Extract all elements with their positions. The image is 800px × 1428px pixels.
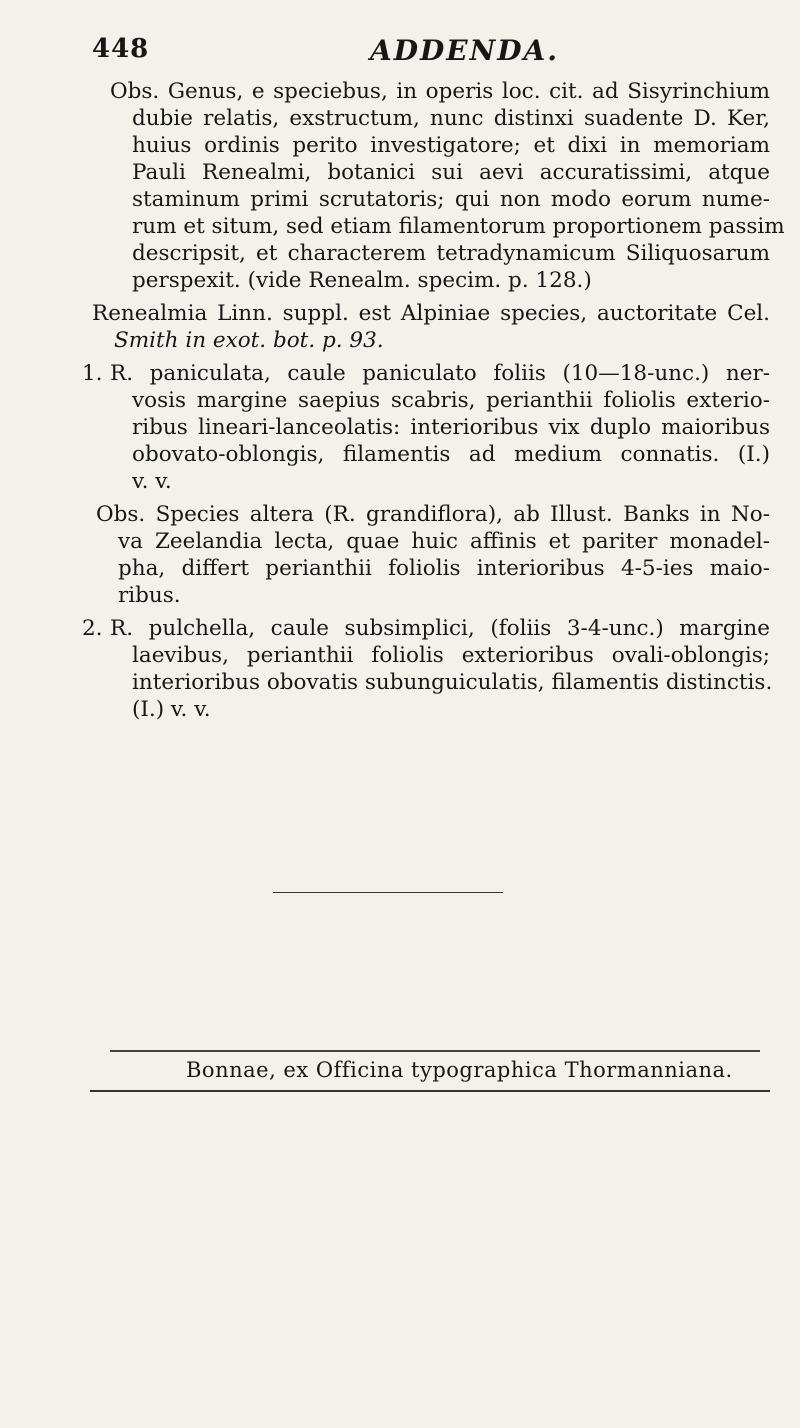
text-line: (I.) v. v.: [132, 697, 211, 722]
imprint-bottom-rule: [90, 1090, 770, 1092]
text-line: interioribus obovatis subunguiculatis, filamentis distinctis.: [132, 670, 773, 695]
text-line: ribus.: [118, 583, 181, 608]
text-line: Smith in exot. bot. p. 93.: [114, 328, 384, 353]
text-line: va Zeelandia lecta, quae huic affinis et pariter monadel-: [118, 529, 770, 554]
paragraph-obs-genus: [110, 78, 785, 294]
text-line: R. pulchella, caule subsimplici, (foliis 3-4-unc.) margine: [110, 616, 770, 641]
text-line: Pauli Renealmi, botanici sui aevi accuratissimi, atque: [132, 160, 770, 185]
text-line: rum et situm, sed etiam filamentorum proportionem passim: [132, 214, 785, 239]
text-line: pha, differt perianthii foliolis interioribus 4-5-ies maio-: [118, 556, 770, 581]
text-line: ribus lineari-lanceolatis: interioribus vix duplo maioribus: [132, 415, 770, 440]
species-entry-2: [82, 615, 773, 723]
text-line: R. paniculata, caule paniculato foliis (10—18-unc.) ner-: [110, 361, 770, 386]
paragraph-obs-species: [96, 501, 770, 609]
imprint-top-rule: [110, 1050, 760, 1052]
paragraph-genus-note: [92, 300, 770, 354]
text-line: perspexit. (vide Renealm. specim. p. 128.): [132, 268, 592, 293]
printer-imprint: Bonnae, ex Officina typographica Thormanniana.: [186, 1058, 733, 1082]
text-line: v. v.: [132, 469, 172, 494]
text-line: Obs. Species altera (R. grandiflora), ab Illust. Banks in No-: [96, 502, 770, 527]
species-entry-1: [82, 360, 770, 495]
species-heading-line: [82, 360, 770, 387]
text-line: huius ordinis perito investigatore; et dixi in memoriam: [132, 133, 770, 158]
species-number: 2.: [82, 616, 103, 641]
page-header: [92, 34, 760, 74]
text-line: Renealmia Linn. suppl. est Alpiniae species, auctoritate Cel.: [92, 301, 770, 326]
running-head: ADDENDA.: [370, 34, 559, 67]
section-rule: [273, 892, 503, 893]
text-line: staminum primi scrutatoris; qui non modo eorum nume-: [132, 187, 770, 212]
text-line: descripsit, et characterem tetradynamicum Siliquosarum: [132, 241, 770, 266]
text-line: obovato-oblongis, filamentis ad medium connatis. (I.): [132, 442, 770, 467]
species-heading-line: [82, 615, 770, 642]
text-line: Obs. Genus, e speciebus, in operis loc. cit. ad Sisyrinchium: [110, 79, 770, 104]
text-line: laevibus, perianthii foliolis exterioribus ovali-oblongis;: [132, 643, 770, 668]
species-number: 1.: [82, 361, 103, 386]
page-number: 448: [92, 34, 150, 64]
text-line: dubie relatis, exstructum, nunc distinxi suadente D. Ker,: [132, 106, 770, 131]
text-line: vosis margine saepius scabris, perianthii foliolis exterio-: [132, 388, 770, 413]
page-body: [82, 78, 785, 729]
